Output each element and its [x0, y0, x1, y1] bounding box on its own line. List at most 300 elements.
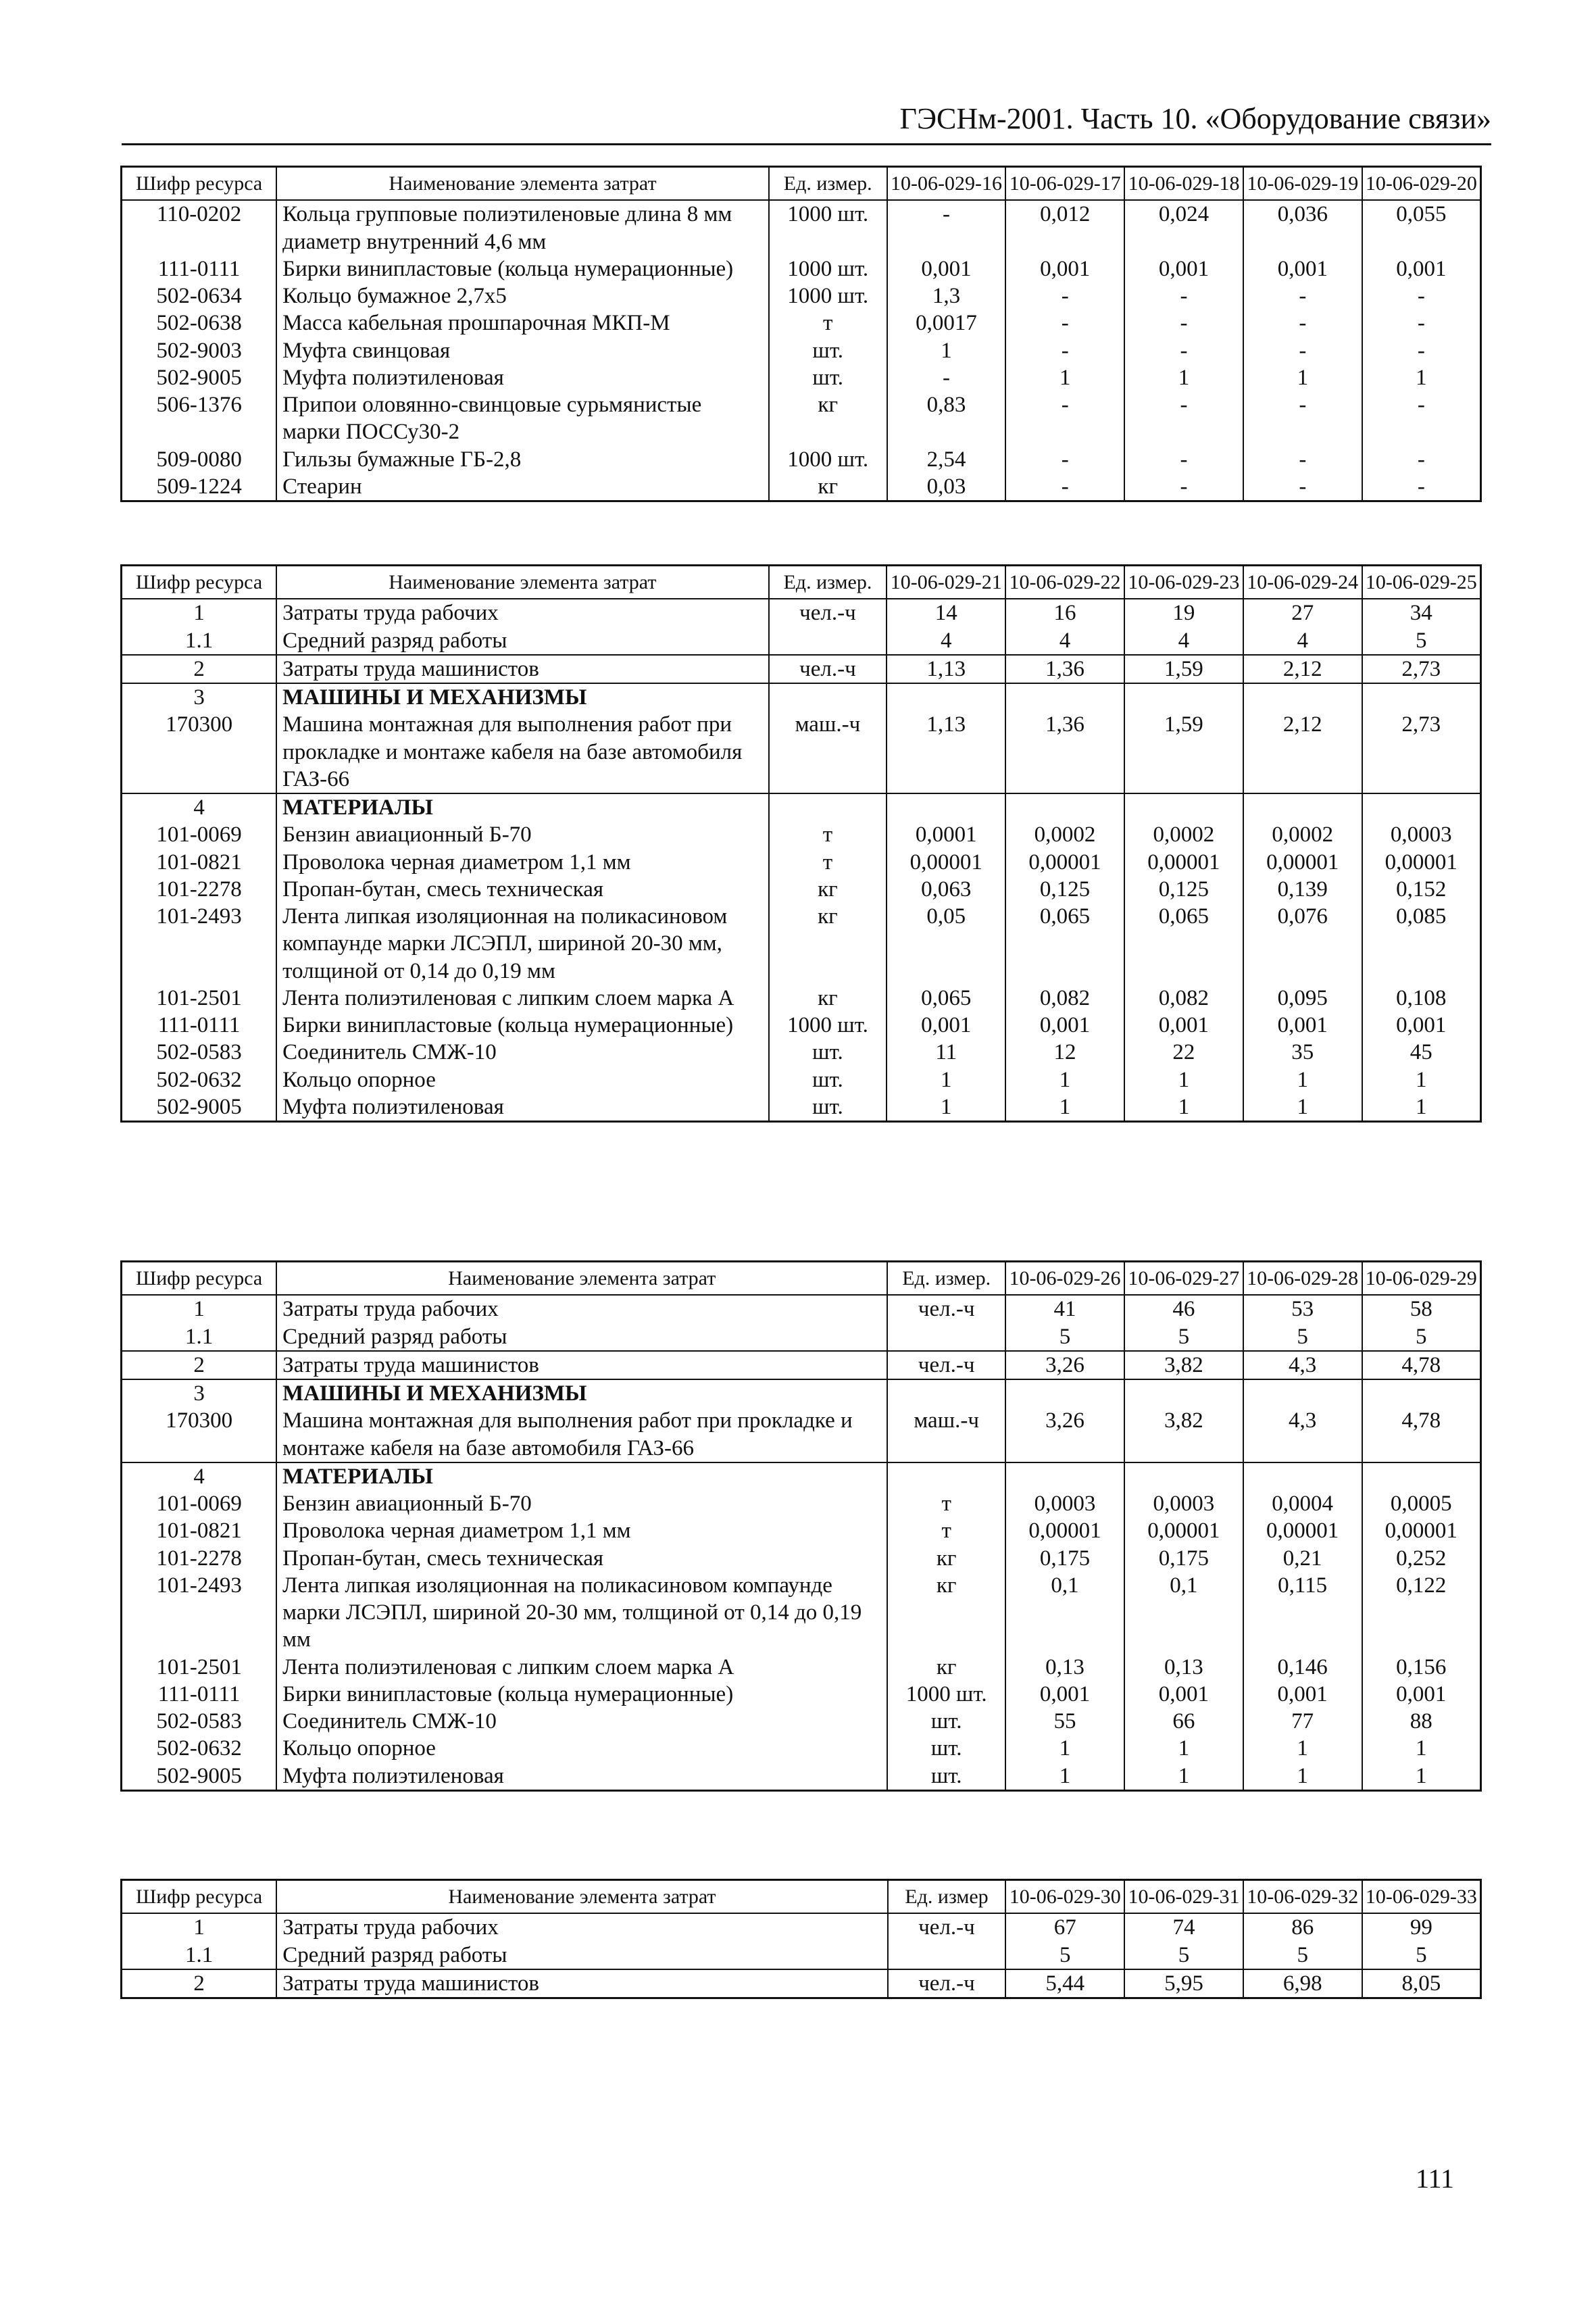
cell-value: 67: [1005, 1913, 1124, 1941]
header-rule: [122, 143, 1491, 145]
cell-value: 0,001: [1243, 1681, 1362, 1708]
cell-name: Затраты труда рабочих: [276, 599, 768, 626]
cell-value: -: [1005, 446, 1124, 473]
cell-value: 0,001: [1362, 1681, 1481, 1708]
table-header-row: [122, 566, 1481, 599]
table-row: [122, 1572, 1481, 1654]
header-unit: Ед. измер.: [887, 1262, 1005, 1296]
cell-value: 1: [1243, 1066, 1362, 1093]
table-row: [122, 473, 1481, 501]
table-row: [122, 1379, 1481, 1407]
cell-code: 111-0111: [122, 255, 277, 282]
cell-value: 1: [1243, 364, 1362, 391]
cell-name: Муфта полиэтиленовая: [276, 1093, 768, 1122]
header-norm-code: 10-06-029-16: [887, 167, 1006, 201]
cell-name: Лента полиэтиленовая с липким слоем марка А: [276, 1654, 887, 1681]
cell-code: 170300: [122, 711, 277, 793]
cell-value: [887, 683, 1005, 711]
cell-code: 1.1: [122, 627, 277, 655]
cell-code: 1: [122, 599, 277, 626]
cell-value: 5,95: [1124, 1969, 1243, 1998]
cell-name: Бензин авиационный Б-70: [276, 821, 768, 848]
cell-unit: шт.: [887, 1735, 1005, 1762]
header-norm-code: 10-06-029-23: [1124, 566, 1243, 599]
cell-code: 111-0111: [122, 1681, 277, 1708]
header-norm-code: 10-06-029-25: [1362, 566, 1481, 599]
cell-value: 2,54: [887, 446, 1006, 473]
cell-unit: кг: [769, 985, 887, 1012]
table-row: [122, 1545, 1481, 1572]
cell-value: 0,83: [887, 391, 1006, 446]
cell-unit: кг: [887, 1572, 1005, 1654]
cell-value: 5: [1362, 1323, 1481, 1351]
cell-value: 1: [887, 337, 1006, 364]
cell-code: 170300: [122, 1407, 277, 1462]
header-norm-code: 10-06-029-27: [1124, 1262, 1243, 1296]
cell-value: 5: [1005, 1323, 1124, 1351]
cell-value: [1124, 793, 1243, 821]
cell-value: 2,73: [1362, 655, 1481, 683]
header-unit: Ед. измер: [888, 1880, 1006, 1914]
cell-value: 0,00001: [1005, 1517, 1124, 1544]
cell-value: -: [1124, 473, 1243, 501]
header-norm-code: 10-06-029-19: [1243, 167, 1362, 201]
table-row: [122, 1735, 1481, 1762]
table-row: [122, 1323, 1481, 1351]
cell-value: 0,05: [887, 903, 1005, 985]
cell-value: 0,00001: [887, 849, 1005, 876]
cell-value: [1124, 1379, 1243, 1407]
cell-code: 101-2278: [122, 876, 277, 903]
cell-value: 1: [1243, 1093, 1362, 1122]
cell-name: Затраты труда машинистов: [276, 1969, 887, 1998]
cell-value: 0,125: [1124, 876, 1243, 903]
header-norm-code: 10-06-029-28: [1243, 1262, 1362, 1296]
cell-code: 502-9005: [122, 1763, 277, 1791]
cell-value: 1: [1243, 1763, 1362, 1791]
cell-value: 0,175: [1005, 1545, 1124, 1572]
cell-value: 5: [1362, 1942, 1481, 1969]
cell-value: 5: [1362, 627, 1481, 655]
table-row: [122, 683, 1481, 711]
cell-value: 0,036: [1243, 200, 1362, 255]
cell-value: 0,00001: [1243, 849, 1362, 876]
cell-value: 0,0004: [1243, 1490, 1362, 1517]
cell-value: 0,001: [1005, 1012, 1124, 1039]
cell-name: Муфта полиэтиленовая: [276, 364, 769, 391]
table-row: [122, 1039, 1481, 1066]
cell-unit: т: [769, 310, 887, 337]
cell-unit: маш.-ч: [769, 711, 887, 793]
cell-value: 0,156: [1362, 1654, 1481, 1681]
cell-value: -: [1124, 391, 1243, 446]
cell-code: 2: [122, 1351, 277, 1379]
cell-unit: маш.-ч: [887, 1407, 1005, 1462]
table-row: [122, 446, 1481, 473]
cell-value: 4: [1005, 627, 1124, 655]
cell-value: 2,12: [1243, 655, 1362, 683]
cell-value: 1: [1362, 364, 1481, 391]
cell-unit: 1000 шт.: [769, 1012, 887, 1039]
cell-value: 0,001: [1124, 1012, 1243, 1039]
cell-name: МАТЕРИАЛЫ: [276, 1462, 887, 1490]
table-header-row: [122, 1262, 1481, 1296]
cell-name: Кольцо опорное: [276, 1066, 768, 1093]
cell-value: -: [887, 200, 1006, 255]
cell-unit: [887, 1462, 1005, 1490]
cell-unit: шт.: [769, 1039, 887, 1066]
table-row: [122, 1351, 1481, 1379]
cell-value: -: [887, 364, 1006, 391]
cell-value: -: [1362, 391, 1481, 446]
cell-unit: т: [769, 849, 887, 876]
header-norm-code: 10-06-029-17: [1005, 167, 1124, 201]
cell-value: 1: [887, 1093, 1005, 1122]
cell-value: 4,3: [1243, 1351, 1362, 1379]
table-row: [122, 1066, 1481, 1093]
table-row: [122, 1012, 1481, 1039]
table-row: [122, 985, 1481, 1012]
cell-value: 0,0005: [1362, 1490, 1481, 1517]
cell-value: -: [1005, 337, 1124, 364]
cell-value: 1,59: [1124, 655, 1243, 683]
cell-unit: шт.: [769, 1066, 887, 1093]
cell-value: 5: [1124, 1323, 1243, 1351]
cell-code: 101-0069: [122, 821, 277, 848]
header-norm-code: 10-06-029-31: [1124, 1880, 1243, 1914]
cell-unit: 1000 шт.: [769, 282, 887, 310]
cell-code: 4: [122, 793, 277, 821]
cell-value: 0,024: [1124, 200, 1243, 255]
cell-name: Стеарин: [276, 473, 769, 501]
cell-value: 53: [1243, 1295, 1362, 1323]
table-row: [122, 1462, 1481, 1490]
cell-name: Затраты труда рабочих: [276, 1295, 887, 1323]
cell-value: 0,175: [1124, 1545, 1243, 1572]
cell-unit: шт.: [887, 1708, 1005, 1735]
cell-value: -: [1362, 473, 1481, 501]
cell-code: 101-2501: [122, 985, 277, 1012]
cell-value: -: [1362, 446, 1481, 473]
header-norm-code: 10-06-029-32: [1243, 1880, 1362, 1914]
cell-value: 1,59: [1124, 711, 1243, 793]
cell-value: 12: [1005, 1039, 1124, 1066]
cell-value: 4: [1124, 627, 1243, 655]
cell-value: 34: [1362, 599, 1481, 626]
cell-value: 5: [1243, 1323, 1362, 1351]
cell-code: 502-9005: [122, 1093, 277, 1122]
cell-value: 0,152: [1362, 876, 1481, 903]
cell-value: 66: [1124, 1708, 1243, 1735]
cell-name: Лента липкая изоляционная на поликасиновом компаунде марки ЛСЭПЛ, шириной 20-30 мм, толщиной от 0,14 до 0,19 мм: [276, 1572, 887, 1654]
cell-value: -: [1124, 282, 1243, 310]
cell-unit: [769, 627, 887, 655]
cell-value: [887, 793, 1005, 821]
cell-code: 502-0583: [122, 1039, 277, 1066]
cell-value: 0,00001: [1362, 849, 1481, 876]
cell-name: Средний разряд работы: [276, 1323, 887, 1351]
cell-value: 0,115: [1243, 1572, 1362, 1654]
cell-value: 0,0003: [1124, 1490, 1243, 1517]
cell-value: 1: [1243, 1735, 1362, 1762]
cell-code: 2: [122, 655, 277, 683]
cell-value: 1: [1005, 1066, 1124, 1093]
cell-unit: шт.: [887, 1763, 1005, 1791]
cell-unit: [888, 1942, 1006, 1969]
cell-code: 3: [122, 1379, 277, 1407]
resource-table-4: [120, 1879, 1482, 1999]
cell-value: 1,13: [887, 655, 1005, 683]
cell-unit: т: [769, 821, 887, 848]
cell-value: 0,001: [1362, 1012, 1481, 1039]
cell-value: [1362, 1379, 1481, 1407]
cell-value: 0,00001: [1243, 1517, 1362, 1544]
cell-code: 1.1: [122, 1323, 277, 1351]
cell-value: 0,095: [1243, 985, 1362, 1012]
cell-value: 0,252: [1362, 1545, 1481, 1572]
cell-code: 1.1: [122, 1942, 277, 1969]
cell-value: 0,146: [1243, 1654, 1362, 1681]
cell-unit: [887, 1323, 1005, 1351]
cell-unit: [887, 1379, 1005, 1407]
cell-unit: шт.: [769, 1093, 887, 1122]
cell-value: 4,78: [1362, 1351, 1481, 1379]
cell-value: -: [1243, 310, 1362, 337]
cell-code: 101-0821: [122, 1517, 277, 1544]
cell-value: 0,065: [1124, 903, 1243, 985]
cell-value: 1: [1124, 1093, 1243, 1122]
cell-value: 19: [1124, 599, 1243, 626]
cell-unit: чел.-ч: [887, 1295, 1005, 1323]
cell-value: [1243, 1379, 1362, 1407]
cell-value: 86: [1243, 1913, 1362, 1941]
cell-value: 2,73: [1362, 711, 1481, 793]
cell-name: Бензин авиационный Б-70: [276, 1490, 887, 1517]
cell-code: 506-1376: [122, 391, 277, 446]
cell-code: 110-0202: [122, 200, 277, 255]
table-row: [122, 391, 1481, 446]
cell-value: [1243, 1462, 1362, 1490]
cell-code: 502-0632: [122, 1066, 277, 1093]
table-row: [122, 849, 1481, 876]
cell-name: МАШИНЫ И МЕХАНИЗМЫ: [276, 683, 768, 711]
header-code: Шифр ресурса: [122, 1880, 277, 1914]
cell-unit: чел.-ч: [769, 599, 887, 626]
table-row: [122, 903, 1481, 985]
cell-name: Машина монтажная для выполнения работ при прокладке и монтаже кабеля на базе автомобиля ГАЗ-66: [276, 1407, 887, 1462]
table-row: [122, 793, 1481, 821]
cell-code: 502-9003: [122, 337, 277, 364]
table-header-row: [122, 167, 1481, 201]
header-norm-code: 10-06-029-22: [1005, 566, 1124, 599]
cell-value: 0,13: [1005, 1654, 1124, 1681]
cell-value: -: [1005, 473, 1124, 501]
cell-value: 0,001: [1005, 255, 1124, 282]
table-row: [122, 876, 1481, 903]
cell-unit: шт.: [769, 337, 887, 364]
table-row: [122, 255, 1481, 282]
cell-code: 502-0634: [122, 282, 277, 310]
table-row: [122, 200, 1481, 255]
cell-value: 0,139: [1243, 876, 1362, 903]
cell-value: 77: [1243, 1708, 1362, 1735]
cell-value: 0,0002: [1124, 821, 1243, 848]
cell-value: -: [1005, 282, 1124, 310]
cell-name: Проволока черная диаметром 1,1 мм: [276, 849, 768, 876]
cell-value: 2,12: [1243, 711, 1362, 793]
cell-value: 0,012: [1005, 200, 1124, 255]
cell-value: 3,26: [1005, 1407, 1124, 1462]
cell-value: 1: [1124, 1735, 1243, 1762]
table-row: [122, 1942, 1481, 1969]
cell-value: 0,00001: [1124, 1517, 1243, 1544]
cell-value: 0,001: [1362, 255, 1481, 282]
cell-value: 4,3: [1243, 1407, 1362, 1462]
cell-value: [1005, 1379, 1124, 1407]
cell-value: 0,0003: [1005, 1490, 1124, 1517]
cell-value: 74: [1124, 1913, 1243, 1941]
cell-value: 35: [1243, 1039, 1362, 1066]
header-norm-code: 10-06-029-30: [1005, 1880, 1124, 1914]
cell-value: 1,36: [1005, 655, 1124, 683]
cell-unit: 1000 шт.: [769, 446, 887, 473]
cell-value: -: [1124, 446, 1243, 473]
cell-name: Кольцо бумажное 2,7х5: [276, 282, 769, 310]
cell-value: 0,108: [1362, 985, 1481, 1012]
cell-code: 502-9005: [122, 364, 277, 391]
cell-code: 3: [122, 683, 277, 711]
cell-value: 0,0003: [1362, 821, 1481, 848]
cell-unit: т: [887, 1517, 1005, 1544]
cell-value: 11: [887, 1039, 1005, 1066]
cell-code: 1: [122, 1295, 277, 1323]
cell-unit: т: [887, 1490, 1005, 1517]
cell-value: 0,063: [887, 876, 1005, 903]
table-row: [122, 310, 1481, 337]
cell-name: Кольца групповые полиэтиленовые длина 8 мм диаметр внутренний 4,6 мм: [276, 200, 769, 255]
table-row: [122, 1913, 1481, 1941]
cell-name: Затраты труда машинистов: [276, 655, 768, 683]
table-row: [122, 337, 1481, 364]
cell-value: 88: [1362, 1708, 1481, 1735]
cell-value: 0,00001: [1005, 849, 1124, 876]
resource-table-1: [120, 166, 1482, 502]
cell-value: 1: [1005, 364, 1124, 391]
cell-code: 101-2501: [122, 1654, 277, 1681]
cell-unit: [769, 793, 887, 821]
cell-value: 5: [1243, 1942, 1362, 1969]
cell-value: 0,001: [1005, 1681, 1124, 1708]
cell-value: -: [1362, 310, 1481, 337]
cell-value: 0,001: [887, 255, 1006, 282]
cell-value: [1124, 683, 1243, 711]
cell-unit: кг: [887, 1654, 1005, 1681]
cell-value: -: [1243, 446, 1362, 473]
cell-value: -: [1124, 310, 1243, 337]
cell-name: Муфта свинцовая: [276, 337, 769, 364]
header-norm-code: 10-06-029-18: [1124, 167, 1243, 201]
table-row: [122, 1708, 1481, 1735]
header-code: Шифр ресурса: [122, 1262, 277, 1296]
cell-value: [1005, 1462, 1124, 1490]
table-row: [122, 627, 1481, 655]
cell-value: [1362, 683, 1481, 711]
cell-unit: чел.-ч: [888, 1969, 1006, 1998]
header-name: Наименование элемента затрат: [276, 1880, 887, 1914]
cell-value: 0,001: [887, 1012, 1005, 1039]
cell-name: Припои оловянно-свинцовые сурьмянистые марки ПОССу30-2: [276, 391, 769, 446]
cell-name: Лента липкая изоляционная на поликасиновом компаунде марки ЛСЭПЛ, шириной 20-30 мм, толщиной от 0,14 до 0,19 мм: [276, 903, 768, 985]
cell-code: 4: [122, 1462, 277, 1490]
cell-value: -: [1005, 310, 1124, 337]
cell-value: -: [1005, 391, 1124, 446]
cell-unit: чел.-ч: [769, 655, 887, 683]
cell-value: 58: [1362, 1295, 1481, 1323]
cell-unit: кг: [769, 473, 887, 501]
cell-value: 0,03: [887, 473, 1006, 501]
cell-value: 41: [1005, 1295, 1124, 1323]
cell-value: 0,076: [1243, 903, 1362, 985]
cell-name: Проволока черная диаметром 1,1 мм: [276, 1517, 887, 1544]
cell-value: 0,00001: [1362, 1517, 1481, 1544]
cell-value: 0,082: [1124, 985, 1243, 1012]
cell-value: [1243, 793, 1362, 821]
cell-value: [1005, 683, 1124, 711]
cell-value: 46: [1124, 1295, 1243, 1323]
cell-name: Соединитель СМЖ-10: [276, 1039, 768, 1066]
cell-value: 1,36: [1005, 711, 1124, 793]
table-row: [122, 1093, 1481, 1122]
cell-value: 4: [887, 627, 1005, 655]
table-row: [122, 1407, 1481, 1462]
cell-value: 0,085: [1362, 903, 1481, 985]
cell-value: [1243, 683, 1362, 711]
table-row: [122, 655, 1481, 683]
cell-value: -: [1362, 337, 1481, 364]
cell-unit: шт.: [769, 364, 887, 391]
cell-unit: кг: [769, 391, 887, 446]
cell-value: 1,3: [887, 282, 1006, 310]
cell-code: 101-0069: [122, 1490, 277, 1517]
cell-value: 0,082: [1005, 985, 1124, 1012]
cell-value: 1: [1005, 1763, 1124, 1791]
cell-name: Кольцо опорное: [276, 1735, 887, 1762]
cell-value: 1: [1362, 1093, 1481, 1122]
cell-value: 0,0002: [1243, 821, 1362, 848]
cell-code: 101-0821: [122, 849, 277, 876]
table-row: [122, 599, 1481, 626]
cell-value: 3,26: [1005, 1351, 1124, 1379]
resource-table-3: [120, 1260, 1482, 1792]
cell-value: 0,0017: [887, 310, 1006, 337]
cell-unit: чел.-ч: [888, 1913, 1006, 1941]
table-row: [122, 1763, 1481, 1791]
header-code: Шифр ресурса: [122, 167, 277, 201]
cell-unit: кг: [887, 1545, 1005, 1572]
cell-code: 502-0583: [122, 1708, 277, 1735]
cell-value: 1: [1124, 1066, 1243, 1093]
cell-code: 101-2493: [122, 1572, 277, 1654]
cell-value: 1: [1005, 1735, 1124, 1762]
cell-value: 1: [1362, 1735, 1481, 1762]
header-name: Наименование элемента затрат: [276, 566, 768, 599]
cell-value: 5,44: [1005, 1969, 1124, 1998]
cell-value: 27: [1243, 599, 1362, 626]
cell-value: [1362, 793, 1481, 821]
cell-unit: 1000 шт.: [769, 255, 887, 282]
cell-value: 0,122: [1362, 1572, 1481, 1654]
cell-code: 502-0638: [122, 310, 277, 337]
